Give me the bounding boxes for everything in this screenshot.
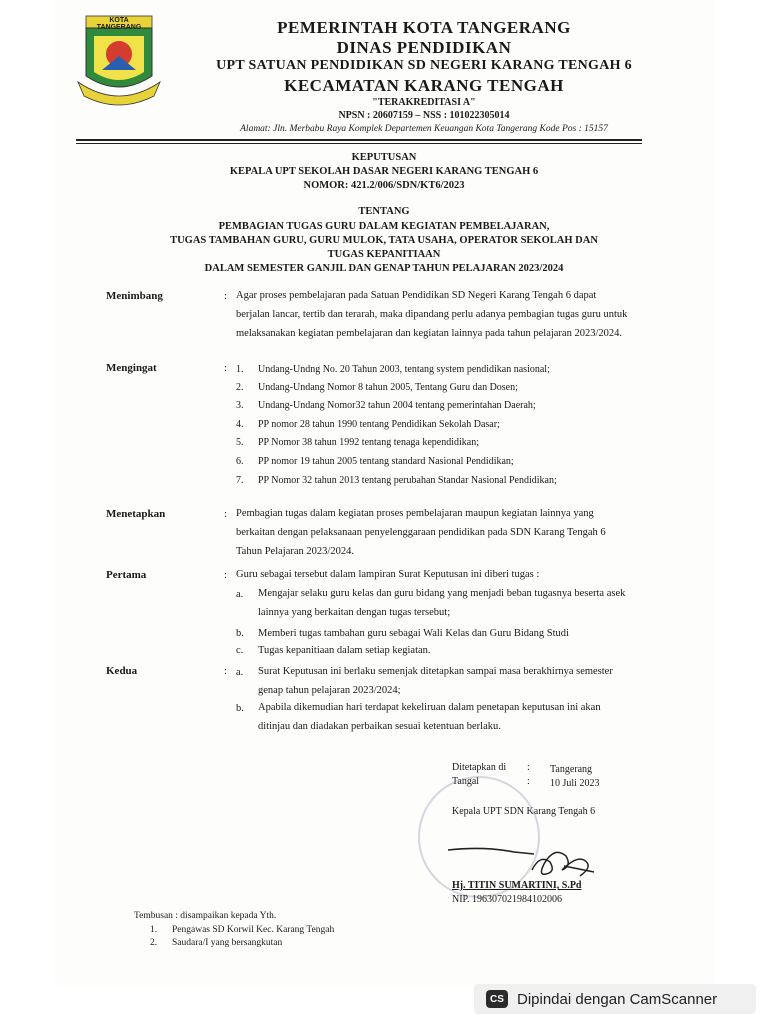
mengingat-num-3: 3. — [236, 400, 244, 411]
letterhead-line3: UPT SATUAN PENDIDIKAN SD NEGERI KARANG TENGAH 6 — [216, 58, 632, 73]
kedua-a-label: a. — [236, 667, 244, 678]
tembusan-title: Tembusan : disampaikan kepada Yth. — [134, 911, 277, 921]
tembusan-num-2: 2. — [150, 938, 158, 948]
ditetapkan-colon: : — [527, 762, 530, 773]
menimbang-text — [236, 286, 656, 343]
mengingat-item-7: PP Nomor 32 tahun 2013 tentang perubahan Standar Nasional Pendidikan; — [258, 475, 557, 486]
nomor: NOMOR: 421.2/006/SDN/KT6/2023 — [303, 180, 465, 191]
pertama-b-line1: Memberi tugas tambahan guru sebagai Wali Kelas dan Guru Bidang Studi — [258, 628, 569, 639]
pertama-a-line2: lainnya yang berkaitan dengan tugas tersebut; — [258, 607, 451, 618]
letterhead-rule-thin — [76, 143, 642, 144]
menetapkan-label: Menetapkan — [106, 508, 166, 520]
subject-line1: PEMBAGIAN TUGAS GURU DALAM KEGIATAN PEMBELAJARAN, — [218, 221, 550, 232]
camscanner-label: Dipindai dengan CamScanner — [517, 990, 718, 1008]
mengingat-num-2: 2. — [236, 382, 244, 393]
menetapkan-text — [236, 504, 656, 561]
mengingat-item-1: Undang-Undng No. 20 Tahun 2003, tentang system pendidikan nasional; — [258, 364, 550, 375]
kedua-b-label: b. — [236, 703, 244, 714]
kedua-a-line1: Surat Keputusan ini berlaku semenjak ditetapkan sampai masa berakhirnya semester — [258, 666, 613, 677]
kedua-a-line2: genap tahun pelajaran 2023/2024; — [258, 685, 401, 696]
letterhead-line2: DINAS PENDIDIKAN — [336, 38, 512, 57]
document-page — [55, 0, 715, 985]
kedua-a-text — [258, 662, 658, 700]
kedua-b-text — [258, 698, 658, 736]
pertama-intro: Guru sebagai tersebut dalam lampiran Surat Keputusan ini diberi tugas : — [236, 569, 540, 580]
mengingat-num-1: 1. — [236, 364, 244, 375]
pertama-colon: : — [224, 569, 228, 581]
mengingat-item-6: PP nomor 19 tahun 2005 tentang standard Nasional Pendidikan; — [258, 456, 514, 467]
subject-line4: DALAM SEMESTER GANJIL DAN GENAP TAHUN PELAJARAN 2023/2024 — [204, 263, 564, 274]
pertama-a-text — [258, 584, 658, 622]
menimbang-line3: melaksanakan kegiatan pembelajaran dan kegiatan lainnya pada tahun pelajaran 2023/2024. — [236, 328, 623, 339]
tembusan-num-1: 1. — [150, 925, 158, 935]
menetapkan-line3: Tahun Pelajaran 2023/2024. — [236, 546, 354, 557]
address: Alamat: Jln. Merbabu Raya Komplek Departemen Keuangan Kota Tangerang Kode Pos : 15157 — [240, 124, 608, 134]
tembusan-item-2: Saudara/I yang bersangkutan — [172, 938, 283, 948]
subject-line2: TUGAS TAMBAHAN GURU, GURU MULOK, TATA USAHA, OPERATOR SEKOLAH DAN — [170, 235, 598, 246]
mengingat-num-6: 6. — [236, 456, 244, 467]
logo-text: KOTA TANGERANG — [96, 17, 142, 31]
mengingat-item-4: PP nomor 28 tahun 1990 tentang Pendidikan Sekolah Dasar; — [258, 419, 500, 430]
letterhead-line1: PEMERINTAH KOTA TANGERANG — [277, 18, 571, 37]
tembusan-item-1: Pengawas SD Korwil Kec. Karang Tengah — [172, 925, 335, 935]
pertama-a-line1: Mengajar selaku guru kelas dan guru bidang yang menjadi beban tugasnya beserta asek — [258, 588, 626, 599]
pertama-a-label: a. — [236, 589, 244, 600]
mengingat-label: Mengingat — [106, 362, 157, 374]
pertama-b-label: b. — [236, 628, 244, 639]
npsn: NPSN : 20607159 – NSS : 101022305014 — [338, 110, 510, 121]
menetapkan-line1: Pembagian tugas dalam kegiatan proses pembelajaran maupun kegiatan lainnya yang — [236, 508, 594, 519]
kedua-b-line2: ditinjau dan diadakan perbaikan sesuai ketentuan berlaku. — [258, 721, 501, 732]
menimbang-line1: Agar proses pembelajaran pada Satuan Pendidikan SD Negeri Karang Tengah 6 dapat — [236, 290, 597, 301]
menimbang-line2: berjalan lancar, tertib dan terarah, maka dipandang perlu adanya pembagian tugas guru untuk — [236, 309, 628, 320]
menimbang-colon: : — [224, 290, 228, 302]
accreditation: "TERAKREDITASI A" — [372, 97, 476, 108]
kedua-label: Kedua — [106, 665, 138, 677]
camscanner-badge — [474, 984, 756, 1014]
camscanner-icon: CS — [486, 990, 508, 1008]
menetapkan-line2: berkaitan dengan pelaksanaan penyelenggaraan pendidikan pada SDN Karang Tengah 6 — [236, 527, 606, 538]
mengingat-num-7: 7. — [236, 475, 244, 486]
subject-line3: TUGAS KEPANITIAAN — [327, 249, 441, 260]
kepala-title: KEPALA UPT SEKOLAH DASAR NEGERI KARANG TENGAH 6 — [229, 166, 539, 177]
ditetapkan-label: Ditetapkan di — [452, 762, 507, 773]
tanggal-value: 10 Juli 2023 — [550, 778, 600, 789]
signatory-position: Kepala UPT SDN Karang Tengah 6 — [452, 806, 596, 817]
pertama-c-line1: Tugas kepanitiaan dalam setiap kegiatan. — [258, 645, 431, 656]
signatory-nip: NIP. 196307021984102006 — [452, 894, 563, 905]
tentang: TENTANG — [358, 206, 410, 217]
keputusan-title: KEPUTUSAN — [351, 152, 417, 163]
tanggal-label: Tangal — [452, 776, 480, 787]
mengingat-item-3: Undang-Undang Nomor32 tahun 2004 tentang pemerintahan Daerah; — [258, 400, 536, 411]
pertama-c-label: c. — [236, 645, 244, 656]
mengingat-item-5: PP Nomor 38 tahun 1992 tentang tenaga kependidikan; — [258, 437, 479, 448]
mengingat-num-4: 4. — [236, 419, 244, 430]
menimbang-label: Menimbang — [106, 290, 163, 302]
mengingat-colon: : — [224, 362, 228, 374]
letterhead-rule — [76, 139, 642, 141]
pertama-label: Pertama — [106, 569, 147, 581]
ditetapkan-value: Tangerang — [550, 764, 593, 775]
mengingat-num-5: 5. — [236, 437, 244, 448]
signatory-name: Hj. TITIN SUMARTINI, S.Pd — [452, 880, 582, 891]
menetapkan-colon: : — [224, 508, 228, 520]
kedua-b-line1: Apabila dikemudian hari terdapat kekeliruan dalam penetapan keputusan ini akan — [258, 702, 601, 713]
signature-scribble — [444, 836, 614, 886]
kedua-colon: : — [224, 665, 228, 677]
letterhead-line4: KECAMATAN KARANG TENGAH — [284, 76, 564, 95]
tanggal-colon: : — [527, 776, 530, 787]
mengingat-item-2: Undang-Undang Nomor 8 tahun 2005, Tentang Guru dan Dosen; — [258, 382, 518, 393]
